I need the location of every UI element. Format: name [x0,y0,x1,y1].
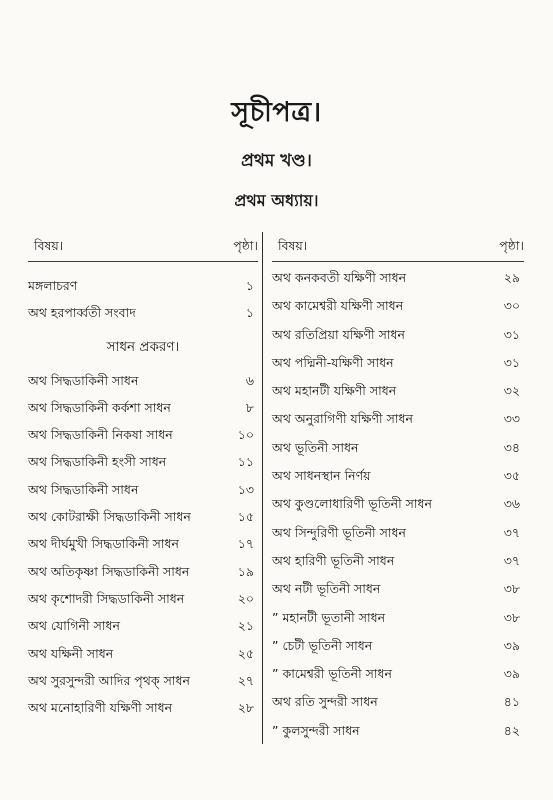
toc-entry-title: অথ রতি সুন্দরী সাধন [272,694,378,710]
toc-entry [28,558,258,585]
toc-entry-page: ২৯ [503,270,520,285]
toc-entry-title: অথ কোটরাক্ষী সিদ্ধডাকিনী সাধন [28,509,191,525]
toc-entry-title: অথ মহানটী যক্ষিণী সাধন [272,383,397,399]
toc-entry-page: ৪২ [503,722,520,738]
toc-entry-page: ৩৫ [503,468,520,484]
right-column-header [272,234,524,262]
column-divider [262,232,263,744]
toc-entry-title: অথ সিদ্ধডাকিনী কর্কশা সাধন [28,399,171,415]
toc-entry-page: ৩৩ [503,411,520,427]
toc-entry [28,421,258,448]
toc-right-column [272,234,524,745]
toc-entry-title: ” চেটী ভূতিনী সাধন [272,637,373,653]
toc-entry-title: অথ কুণ্ডলোধারিণী ভূতিনী সাধন [272,496,433,512]
toc-entry [272,688,524,716]
toc-entry-page: ৩০ [503,298,520,314]
subject-header: বিষয়। [34,238,64,253]
toc-entry-title: অথ কনকবতী যক্ষিণী সাধন [272,270,407,285]
toc-entry-title: অথ ভূতিনী সাধন [272,439,359,455]
toc-entry-page: ৩২ [503,383,520,399]
toc-entry-title: অথ হরপার্ব্বতী সংবাদ [28,305,136,321]
toc-entry [272,575,524,603]
toc-entry-title: ” কুলসুন্দরী সাধন [272,722,360,738]
toc-entry [28,367,258,394]
toc-entry-page: ২১ [237,618,254,634]
toc-entry [272,519,524,547]
toc-entry-title: ” কামেশ্বরী ভূতিনী সাধন [272,666,392,682]
toc-entry-page: ১৩ [237,481,254,497]
toc-entry [272,604,524,632]
toc-entry [272,321,524,349]
toc-entry [28,299,258,326]
toc-entry-title: অথ যক্ষিনী সাধন [28,645,114,661]
toc-entry [272,292,524,320]
toc-entry-page: ২০ [237,590,254,606]
toc-entry [28,585,258,612]
toc-entry-title: অথ কৃশোদরী সিদ্ধডাকিনী সাধন [28,590,185,606]
toc-entry-title: অথ অতিকৃষ্ণা সিদ্ধডাকিনী সাধন [28,563,190,579]
toc-left-column [28,234,258,721]
toc-entry-page: ৮ [245,399,254,415]
toc-entry-page: ৩৭ [503,524,520,540]
toc-entry [272,349,524,377]
toc-entry-title: অথ দীর্ঘমুখী সিদ্ধডাকিনী সাধন [28,536,179,552]
toc-entry [28,272,258,299]
toc-entry [272,490,524,518]
page-title: সূচীপত্র। [231,97,322,128]
toc-entry-page: ২৮ [237,700,254,716]
toc-entry-page: ১ [245,305,254,321]
left-column-header [28,234,258,262]
toc-entry-title: অথ সাধনস্থান নির্ণয় [272,468,371,484]
toc-entry-page: ৩৯ [503,666,520,682]
toc-entry-page: ৬ [245,372,254,388]
toc-entry-page: ৪১ [503,694,520,710]
toc-entry-page: ২৫ [237,645,254,661]
toc-entry-title: অথ পদ্মিনী-যক্ষিণী সাধন [272,354,394,370]
header-rule [272,261,524,262]
toc-entry-title: অথ অনুরাগিণী যক্ষিণী সাধন [272,411,413,427]
toc-entry-title: অথ রতিপ্রিয়া যক্ষিণী সাধন [272,326,405,342]
toc-entry-page: ৩১ [503,326,520,342]
toc-entry [28,394,258,421]
toc-entry-page: ১৭ [237,536,254,552]
toc-entry [28,530,258,557]
toc-entry [272,660,524,688]
toc-entry-page: ৩৯ [503,637,520,653]
toc-entry-title: অথ হারিণী ভূতিনী সাধন [272,552,395,568]
toc-entry-title: মঙ্গলাচরণ [28,278,78,293]
toc-entry-title: অথ সিদ্ধডাকিনী সাধন [28,372,139,388]
toc-entry [28,476,258,503]
part-heading: প্রথম খণ্ড। [241,151,312,171]
toc-entry-title: অথ যোগিনী সাধন [28,618,120,634]
toc-entry [272,434,524,462]
toc-entry-title: অথ সুরসুন্দরী আদির পৃথক্ সাধন [28,672,190,688]
toc-entry [272,405,524,433]
toc-entry-title: অথ সিদ্ধডাকিনী হংসী সাধন [28,454,167,470]
toc-entry-title: অথ সিন্দুরিণী ভূতিনী সাধন [272,524,406,540]
toc-entry-page: ৩৪ [503,439,520,455]
toc-entry [272,462,524,490]
toc-entry-title: অথ মনোহারিণী যক্ষিণী সাধন [28,700,173,716]
toc-entry [28,667,258,694]
toc-entry [272,377,524,405]
toc-entry-title: ” মহানটী ভূতানী সাধন [272,609,386,625]
toc-entry-page: ৩৮ [503,609,520,625]
toc-entry-page: ১০ [237,427,254,443]
toc-entry-title: অথ সিদ্ধডাকিনী নিকষা সাধন [28,427,173,443]
toc-entry-title: সাধন প্রকরণ। [106,338,180,355]
toc-entry-title: অথ নটী ভূতিনী সাধন [272,581,381,597]
toc-entry [272,632,524,660]
toc-entry [28,503,258,530]
toc-entry [28,640,258,667]
page-header: পৃষ্ঠা। [499,238,524,253]
toc-entry-page: ৩১ [503,354,520,370]
chapter-heading: প্রথম অধ্যায়। [234,191,319,210]
toc-entry [272,717,524,745]
toc-section-heading [28,327,258,367]
toc-entry-page: ১৫ [237,509,254,525]
toc-entry-page: ১ [245,278,254,293]
toc-entry-page: ৩৭ [503,552,520,568]
toc-entry-page: ১১ [237,454,254,470]
toc-entry-page: ৩৮ [503,581,520,597]
toc-entry [28,612,258,639]
page-header: পৃষ্ঠা। [233,238,258,253]
header-rule [28,261,258,262]
toc-entry [28,694,258,721]
toc-entry [272,547,524,575]
toc-entry-page: ৩৬ [503,496,520,512]
toc-entry-title: অথ সিদ্ধডাকিনী সাধন [28,481,139,497]
toc-entry-title: অথ কামেশ্বরী যক্ষিণী সাধন [272,298,404,314]
toc-entry-page: ১৯ [237,563,254,579]
toc-entry [28,448,258,475]
subject-header: বিষয়। [278,238,308,253]
toc-entry-page: ২৭ [237,672,254,688]
toc-entry [272,264,524,292]
